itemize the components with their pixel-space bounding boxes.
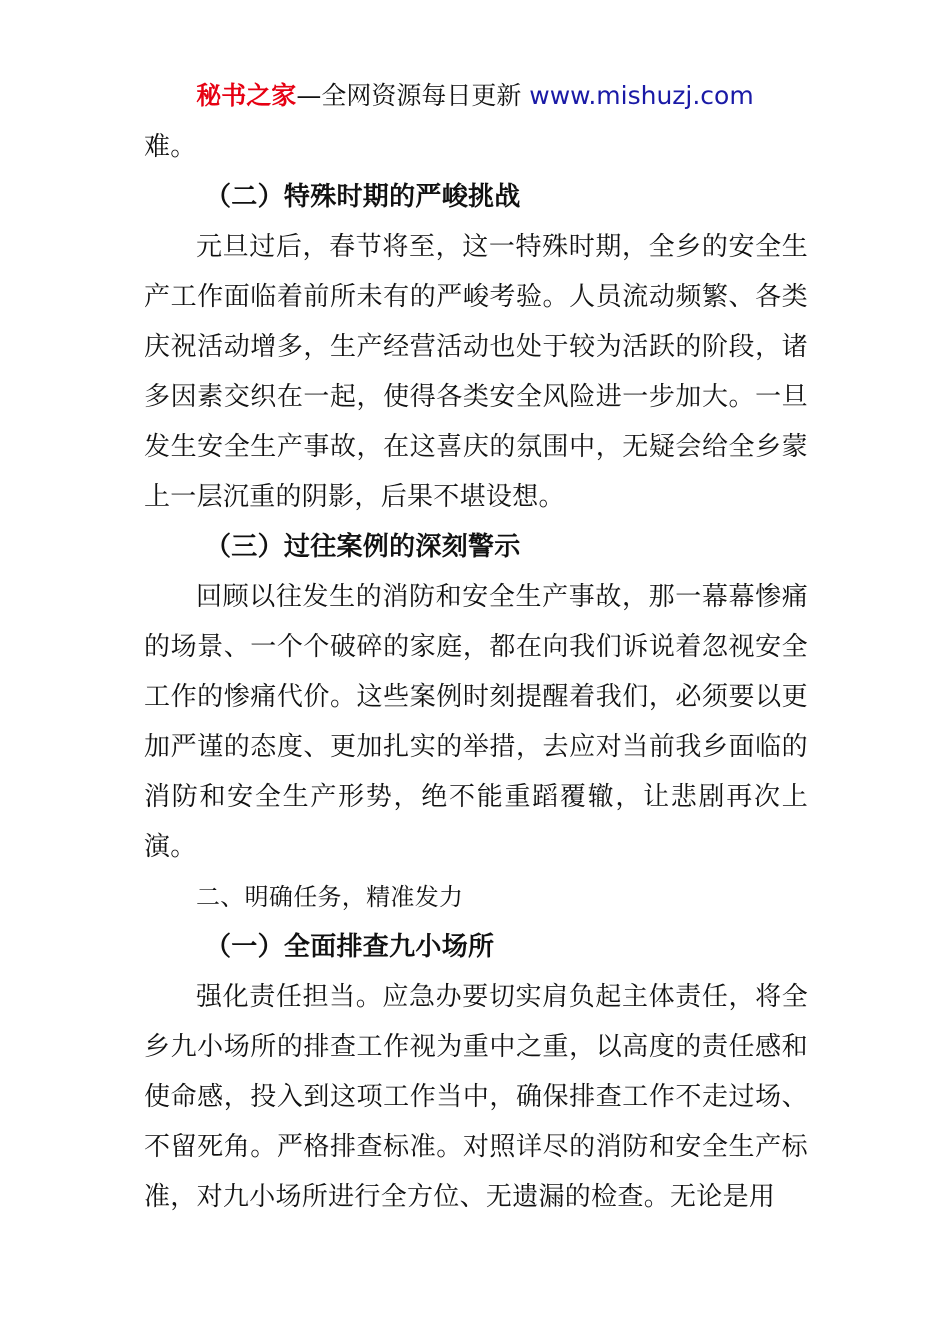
- paragraph-continuation: 难。: [144, 132, 197, 162]
- site-url[interactable]: www.mishuzj.com: [529, 81, 754, 110]
- site-brand: 秘书之家: [196, 81, 297, 110]
- subheading-past-cases: （三）过往案例的深刻警示: [205, 532, 521, 562]
- section-heading-tasks: 二、明确任务，精准发力: [196, 883, 464, 911]
- paragraph-inspection: 强化责任担当。应急办要切实肩负起主体责任，将全乡九小场所的排查工作视为重中之重，以高度的责任感和使命感，投入到这项工作当中，确保排查工作不走过场、不留死角。严格排查标准。对照详尽的消防和安全生产标准，对九小场所进行全方位、无遗漏的检查。无论是用: [144, 982, 808, 1212]
- subheading-special-period: （二）特殊时期的严峻挑战: [205, 182, 521, 212]
- document-body: [144, 122, 808, 1222]
- subheading-inspection: （一）全面排查九小场所: [205, 932, 495, 962]
- site-tagline: —全网资源每日更新: [296, 81, 522, 110]
- page-header: [0, 80, 950, 112]
- paragraph-past-cases: 回顾以往发生的消防和安全生产事故，那一幕幕惨痛的场景、一个个破碎的家庭，都在向我们诉说着忽视安全工作的惨痛代价。这些案例时刻提醒着我们，必须要以更加严谨的态度、更加扎实的举措，去应对当前我乡面临的消防和安全生产形势，绝不能重蹈覆辙，让悲剧再次上演。: [144, 582, 808, 862]
- paragraph-special-period: 元旦过后，春节将至，这一特殊时期，全乡的安全生产工作面临着前所未有的严峻考验。人员流动频繁、各类庆祝活动增多，生产经营活动也处于较为活跃的阶段，诸多因素交织在一起，使得各类安全风险进一步加大。一旦发生安全生产事故，在这喜庆的氛围中，无疑会给全乡蒙上一层沉重的阴影，后果不堪设想。: [144, 232, 808, 512]
